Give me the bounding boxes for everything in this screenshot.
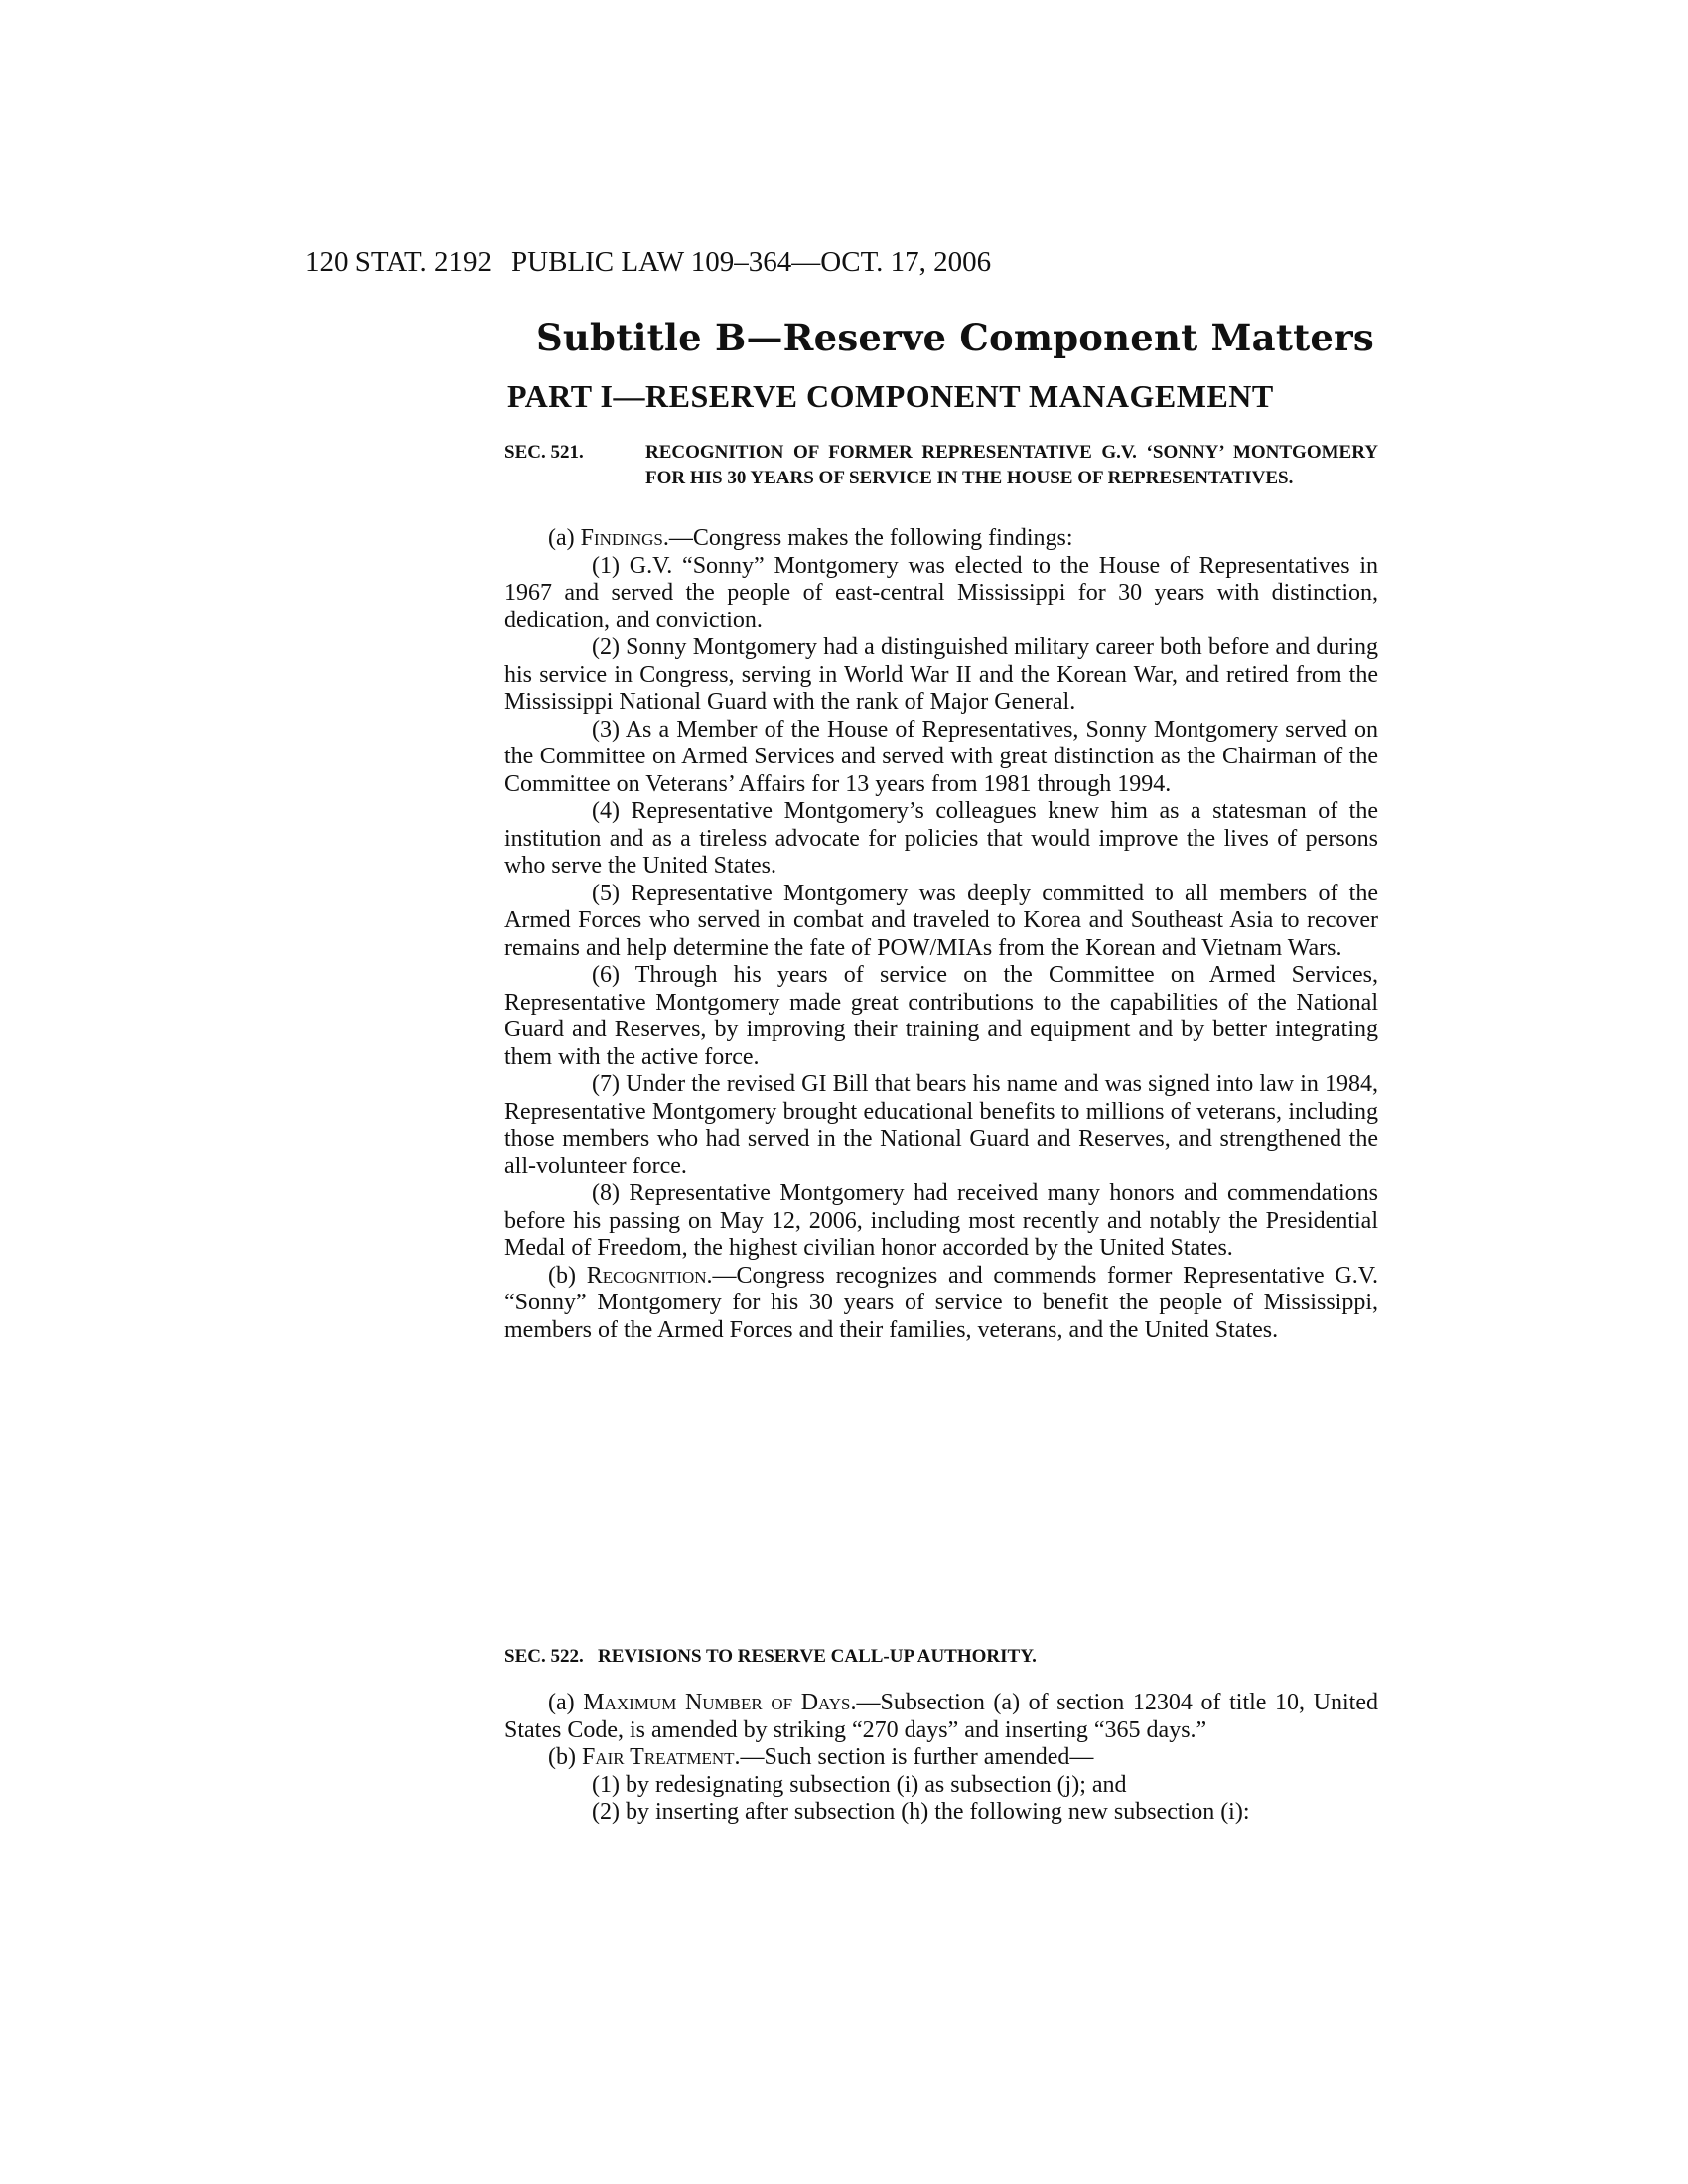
subsection-heading: Maximum Number of Days.: [583, 1690, 857, 1715]
section-title: REVISIONS TO RESERVE CALL-UP AUTHORITY.: [598, 1646, 1037, 1667]
subsection-heading: Findings.: [580, 525, 669, 551]
finding-7: (7) Under the revised GI Bill that bears his name and was signed into law in 1984, Representative Montgomery brought educational benefits to millions of veterans, including those members who had served in the National Guard and Reserves, and strengthened the all-volunteer force.: [504, 1071, 1378, 1179]
subsection-heading: Fair Treatment.: [581, 1744, 741, 1770]
finding-6: (6) Through his years of service on the Committee on Armed Services, Representative Montgomery made great contributions to the capabilities of the National Guard and Reserves, by improving their training and equipment and by better integrating them with the active force.: [504, 962, 1378, 1070]
subsection-b: [504, 1263, 1378, 1345]
subtitle-heading: Subtitle B—Reserve Component Matters: [536, 316, 1374, 359]
section-521-body: [504, 525, 1378, 1344]
section-number: SEC. 521.: [504, 442, 584, 463]
subsection-label: (b): [548, 1262, 576, 1289]
finding-4: (4) Representative Montgomery’s colleagues knew him as a statesman of the institution and as a tireless advocate for policies that would improve the lives of persons who serve the United States.: [504, 798, 1378, 879]
amendment-item-2: (2) by inserting after subsection (h) the following new subsection (i):: [592, 1799, 1250, 1825]
finding-2: (2) Sonny Montgomery had a distinguished military career both before and during his service in Congress, serving in World War II and the Korean War, and retired from the Mississippi National Guard with the rank of Major General.: [504, 634, 1378, 715]
subsection-text: —Such section is further amended—: [740, 1744, 1094, 1770]
amendment-item-1: (1) by redesignating subsection (i) as subsection (j); and: [592, 1771, 1127, 1798]
subsection-text: —Subsection (a) of section 12304 of title 10, United States Code, is amended by striking “270 days” and inserting “365 days.”: [504, 1690, 1378, 1743]
section-522-body: [504, 1690, 1378, 1827]
public-law-citation: PUBLIC LAW 109–364—OCT. 17, 2006: [511, 246, 992, 278]
statute-page-number: 120 STAT. 2192: [305, 246, 492, 278]
subsection-a: [504, 525, 1378, 553]
subsection-text: —Congress recognizes and commends former Representative G.V. “Sonny” Montgomery for his 30 years of service to benefit the people of Mississippi, members of the Armed Forces and their families, veterans, and the United States.: [504, 1262, 1378, 1343]
section-522-heading: [504, 1644, 1378, 1670]
subsection-label: (a): [548, 1690, 575, 1715]
section-number: SEC. 522.: [504, 1646, 584, 1667]
finding-3: (3) As a Member of the House of Representatives, Sonny Montgomery served on the Committee on Armed Services and served with great distinction as the Chairman of the Committee on Veterans’ Affairs for 13 years from 1981 through 1994.: [504, 716, 1378, 797]
subsection-text: —Congress makes the following findings:: [668, 525, 1073, 551]
subsection-b: [504, 1744, 1378, 1772]
subsection-heading: Recognition.: [586, 1262, 713, 1289]
finding-8: (8) Representative Montgomery had received many honors and commendations before his passing on May 12, 2006, including most recently and notably the Presidential Medal of Freedom, the highest civilian honor accorded by the United States.: [504, 1180, 1378, 1261]
part-heading: PART I—RESERVE COMPONENT MANAGEMENT: [507, 378, 1274, 414]
subsection-a: [504, 1690, 1378, 1744]
subsection-label: (a): [548, 525, 575, 551]
subsection-label: (b): [548, 1744, 576, 1770]
finding-1: (1) G.V. “Sonny” Montgomery was elected to the House of Representatives in 1967 and served the people of east-central Mississippi for 30 years with distinction, dedication, and conviction.: [504, 552, 1378, 633]
section-title: RECOGNITION OF FORMER REPRESENTATIVE G.V. ‘SONNY’ MONTGOMERY FOR HIS 30 YEARS OF SERVICE IN THE HOUSE OF REPRESENTATIVES.: [645, 442, 1378, 488]
finding-5: (5) Representative Montgomery was deeply committed to all members of the Armed Forces who served in combat and traveled to Korea and Southeast Asia to recover remains and help determine the fate of POW/MIAs from the Korean and Vietnam Wars.: [504, 880, 1378, 961]
section-521-heading: [504, 440, 1378, 491]
